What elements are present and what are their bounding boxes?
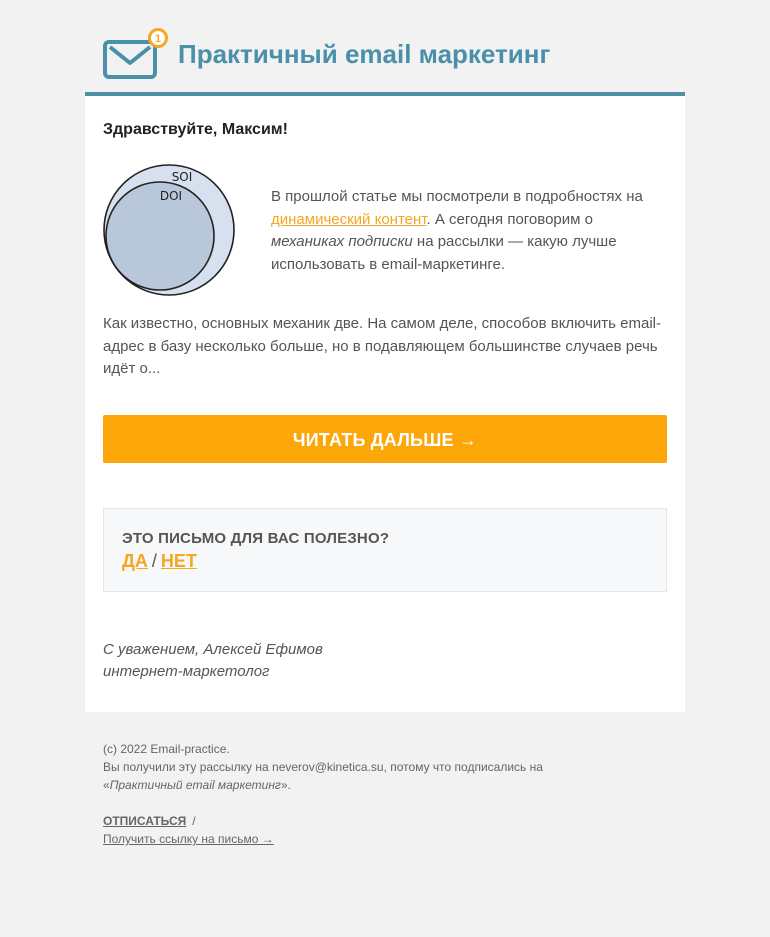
web-version-link[interactable]: Получить ссылку на письмо → [103,832,274,846]
feedback-no-link[interactable]: НЕТ [160,551,197,571]
unsubscribe-link[interactable]: ОТПИСАТЬСЯ [103,814,187,828]
signature-role: интернет-маркетолог [103,663,270,680]
footer [103,740,573,848]
footer-copyright: (c) 2022 Email-practice. [103,742,230,756]
article-excerpt: Как известно, основных механик две. На самом деле, способов включить email-адрес в базу несколько больше, но в подавляющем большинстве случаев речь идёт о... [103,315,661,377]
feedback-question: ЭТО ПИСЬМО ДЛЯ ВАС ПОЛЕЗНО? [122,530,390,547]
feedback-separator: / [151,551,157,571]
feedback-yes-link[interactable]: ДА [122,551,148,571]
feedback-box [103,508,667,592]
intro-text: В прошлой статье мы посмотрели в подробностях на динамический контент. А сегодня поговорим о механиках подписки на рассылки — какую лучше использовать в email-маркетинге. [271,188,643,273]
venn-label-soi: SOI [171,170,193,184]
footer-notice: Вы получили эту рассылку на neverov@kinetica.su, потому что подписались на «Практичный email маркетинг». [103,760,543,792]
emphasis-text: механиках подписки [271,233,413,250]
signature-name: С уважением, Алексей Ефимов [103,641,323,658]
mail-logo-icon [103,27,171,81]
feedback-answers [122,551,197,572]
footer-list-name: Практичный email маркетинг [109,778,281,792]
header [85,0,685,96]
footer-separator: / [192,814,196,828]
soi-doi-venn-diagram [102,163,236,297]
brand-title: Практичный email маркетинг [178,39,551,69]
logo-badge: 1 [154,33,162,45]
signature [103,639,323,683]
greeting: Здравствуйте, Максим! [103,121,288,138]
email-card [85,96,685,712]
read-more-button[interactable]: ЧИТАТЬ ДАЛЬШЕ → [103,415,667,463]
footer-links [103,812,573,830]
venn-label-doi: DOI [159,189,183,203]
dynamic-content-link[interactable]: динамический контент [271,210,427,228]
